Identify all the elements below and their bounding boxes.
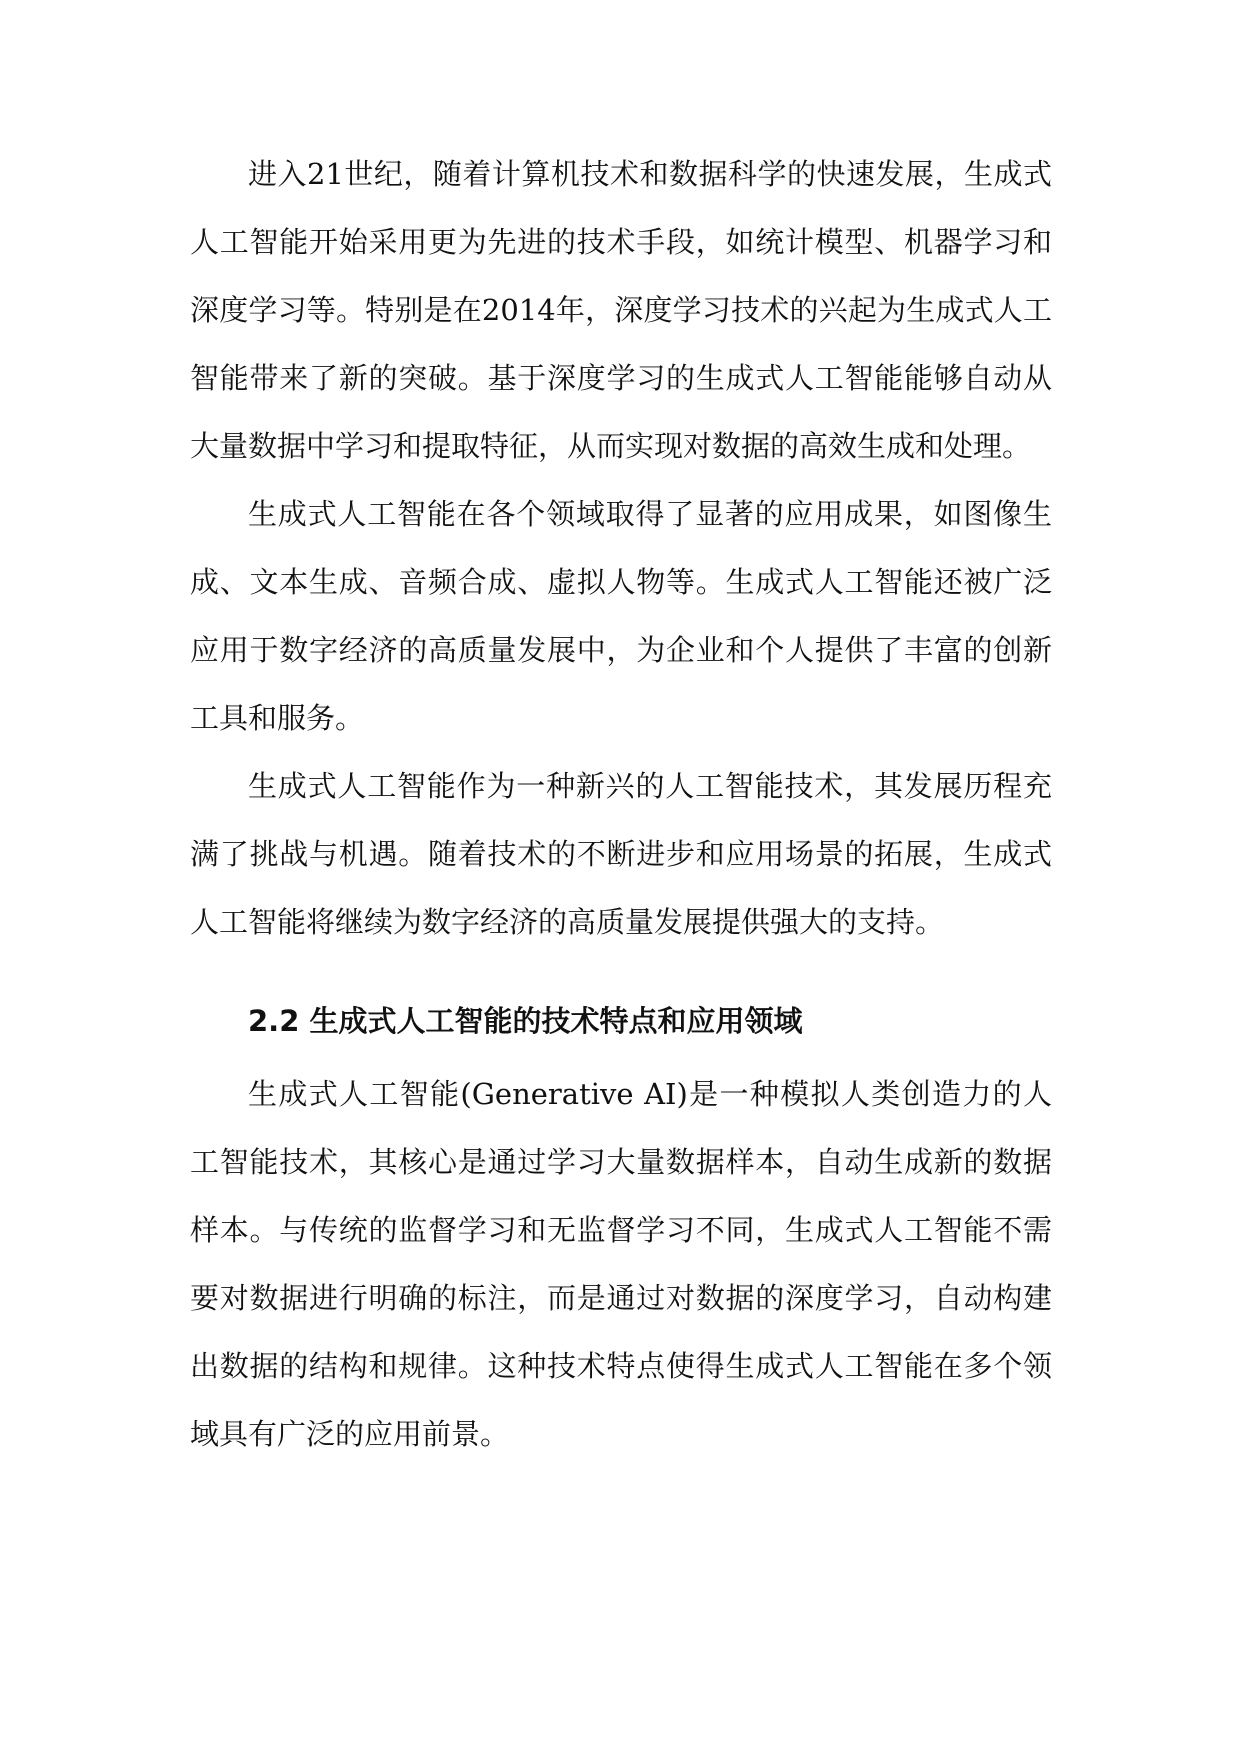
paragraph-challenges-opportunities: 生成式人工智能作为一种新兴的人工智能技术，其发展历程充满了挑战与机遇。随着技术的不断进步和应用场景的拓展，生成式人工智能将继续为数字经济的高质量发展提供强大的支持。 (190, 769, 1052, 939)
paragraph-application-achievements: 生成式人工智能在各个领域取得了显著的应用成果，如图像生成、文本生成、音频合成、虚拟人物等。生成式人工智能还被广泛应用于数字经济的高质量发展中，为企业和个人提供了丰富的创新工具和服务。 (190, 497, 1052, 735)
paragraph-generative-ai-definition: 生成式人工智能(Generative AI)是一种模拟人类创造力的人工智能技术，其核心是通过学习大量数据样本，自动生成新的数据样本。与传统的监督学习和无监督学习不同，生成式人工智能不需要对数据进行明确的标注，而是通过对数据的深度学习，自动构建出数据的结构和规律。这种技术特点使得生成式人工智能在多个领域具有广泛的应用前景。 (190, 1077, 1052, 1451)
paragraph-development-21st-century: 进入21世纪，随着计算机技术和数据科学的快速发展，生成式人工智能开始采用更为先进的技术手段，如统计模型、机器学习和深度学习等。特别是在2014年，深度学习技术的兴起为生成式人工智能带来了新的突破。基于深度学习的生成式人工智能能够自动从大量数据中学习和提取特征，从而实现对数据的高效生成和处理。 (190, 157, 1052, 463)
section-heading: 2.2 生成式人工智能的技术特点和应用领域 (248, 1004, 803, 1038)
document-body (190, 140, 1052, 1468)
